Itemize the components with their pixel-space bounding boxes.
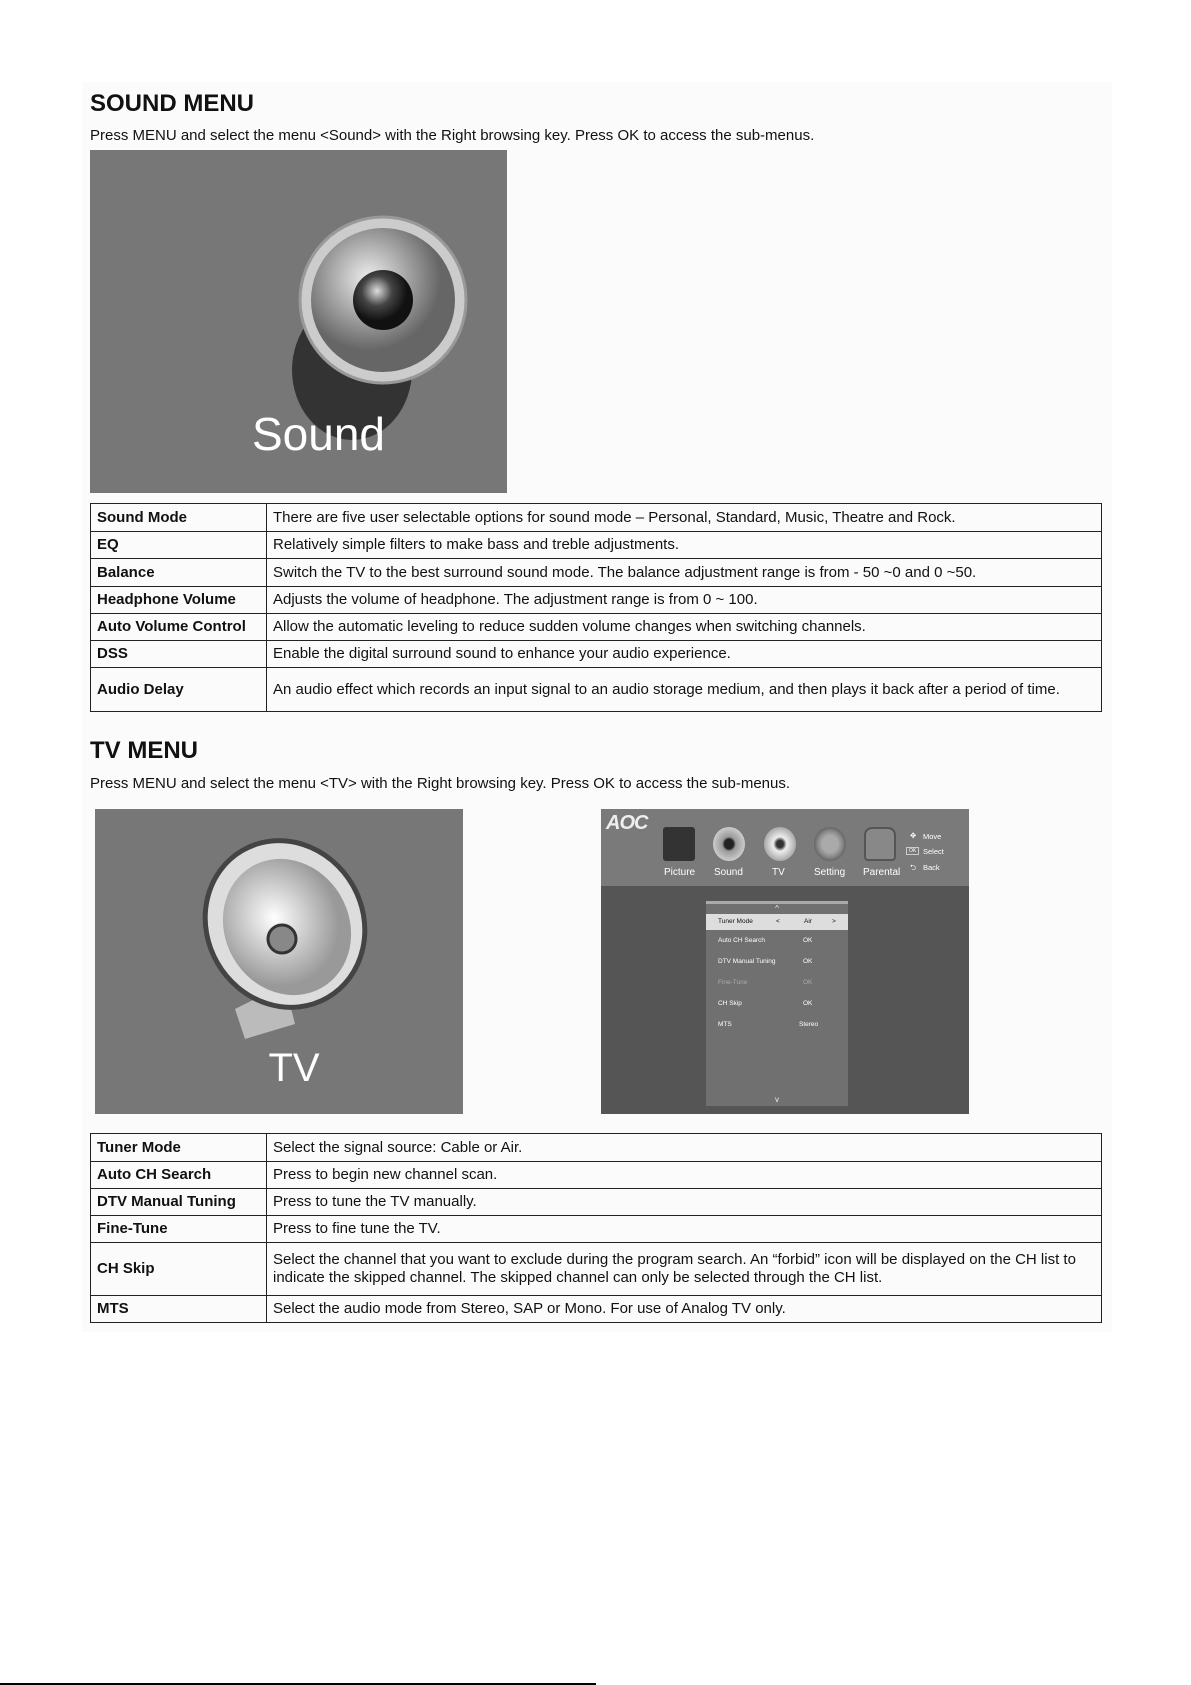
sound-menu-table — [90, 503, 1102, 712]
scroll-down-icon[interactable]: v — [775, 1095, 779, 1104]
tv-antenna-icon — [764, 827, 796, 861]
row-key: Fine-Tune — [91, 1216, 267, 1243]
row-key: Tuner Mode — [91, 1134, 267, 1162]
ok-key-icon: OK — [906, 847, 919, 855]
osd-top-bar — [601, 809, 969, 886]
row-desc: Switch the TV to the best surround sound mode. The balance adjustment range is from - 50 ~0 and 0 ~50. — [267, 559, 1102, 587]
item-value: OK — [803, 958, 813, 965]
tv-menu-table — [90, 1133, 1102, 1323]
sound-menu-intro: Press MENU and select the menu <Sound> with the Right browsing key. Press OK to access the sub-menus. — [90, 127, 815, 144]
table-row — [91, 614, 1102, 641]
table-row — [91, 532, 1102, 559]
move-icon: ✥ — [910, 831, 917, 840]
table-row — [91, 587, 1102, 614]
table-row — [91, 504, 1102, 532]
row-key: MTS — [91, 1296, 267, 1323]
row-key: Sound Mode — [91, 504, 267, 532]
scroll-up-icon[interactable]: ^ — [775, 904, 779, 913]
picture-clapper-icon — [663, 827, 695, 861]
table-row — [91, 1134, 1102, 1162]
item-label: Tuner Mode — [718, 918, 753, 925]
item-label: DTV Manual Tuning — [718, 958, 776, 965]
row-key: Headphone Volume — [91, 587, 267, 614]
item-label: MTS — [718, 1021, 732, 1028]
item-value: OK — [803, 979, 813, 986]
osd-item-auto-ch-search[interactable] — [706, 933, 848, 949]
osd-menu-picture[interactable]: Picture — [664, 867, 696, 878]
row-key: DTV Manual Tuning — [91, 1189, 267, 1216]
osd-item-mts[interactable] — [706, 1017, 848, 1033]
hint-select: Select — [923, 847, 944, 856]
tv-menu-image — [95, 809, 463, 1114]
table-row — [91, 1243, 1102, 1296]
back-icon: ⮌ — [910, 863, 917, 872]
tv-antenna-icon — [95, 809, 463, 1049]
osd-item-dtv-manual-tuning[interactable] — [706, 954, 848, 970]
sound-menu-image — [90, 150, 507, 493]
sound-menu-title: SOUND MENU — [90, 90, 255, 117]
osd-menu-parental[interactable]: Parental — [863, 867, 901, 878]
row-desc: Select the signal source: Cable or Air. — [267, 1134, 1102, 1162]
sound-caption: Sound — [251, 408, 385, 460]
item-value: Stereo — [799, 1021, 819, 1028]
hint-back: Back — [923, 863, 940, 872]
table-row — [91, 559, 1102, 587]
row-desc: Select the audio mode from Stereo, SAP or Mono. For use of Analog TV only. — [267, 1296, 1102, 1323]
item-label: CH Skip — [718, 1000, 742, 1007]
row-key: CH Skip — [91, 1243, 267, 1296]
setting-gear-icon — [814, 827, 846, 861]
row-key: DSS — [91, 641, 267, 668]
row-desc: Select the channel that you want to exclude during the program search. An “forbid” icon will be displayed on the CH list to indicate the skipped channel. The skipped channel can only be selected through the CH list. — [267, 1243, 1102, 1296]
osd-menu-sound[interactable]: Sound — [714, 867, 743, 878]
speaker-icon — [90, 150, 507, 450]
tv-menu-title: TV MENU — [90, 737, 198, 764]
row-desc: Enable the digital surround sound to enhance your audio experience. — [267, 641, 1102, 668]
parental-lock-icon — [864, 827, 896, 861]
osd-menu-setting[interactable]: Setting — [814, 867, 846, 878]
hint-move: Move — [923, 832, 942, 841]
chevron-left-icon[interactable]: < — [776, 918, 780, 925]
aoc-logo: AOC — [606, 812, 648, 834]
row-key: Balance — [91, 559, 267, 587]
row-desc: Press to fine tune the TV. — [267, 1216, 1102, 1243]
table-row — [91, 668, 1102, 712]
row-desc: Relatively simple filters to make bass and treble adjustments. — [267, 532, 1102, 559]
osd-menu-tv[interactable]: TV — [772, 867, 785, 878]
tv-caption: TV — [268, 1046, 320, 1090]
osd-tv-submenu — [706, 901, 848, 1106]
sound-speaker-icon — [713, 827, 745, 861]
tv-osd-screenshot — [601, 809, 969, 1114]
tv-menu-intro: Press MENU and select the menu <TV> with the Right browsing key. Press OK to access the sub-menus. — [90, 775, 791, 792]
row-key: Auto Volume Control — [91, 614, 267, 641]
row-key: Audio Delay — [91, 668, 267, 712]
osd-item-fine-tune[interactable] — [706, 975, 848, 991]
item-value: OK — [803, 937, 813, 944]
table-row — [91, 1162, 1102, 1189]
row-key: EQ — [91, 532, 267, 559]
row-desc: Allow the automatic leveling to reduce sudden volume changes when switching channels. — [267, 614, 1102, 641]
row-desc: There are five user selectable options for sound mode – Personal, Standard, Music, Theatre and Rock. — [267, 504, 1102, 532]
osd-item-ch-skip[interactable] — [706, 996, 848, 1012]
item-label: Fine-Tune — [718, 979, 748, 986]
row-desc: Adjusts the volume of headphone. The adjustment range is from 0 ~ 100. — [267, 587, 1102, 614]
row-desc: Press to begin new channel scan. — [267, 1162, 1102, 1189]
table-row — [91, 1189, 1102, 1216]
table-row — [91, 641, 1102, 668]
table-row — [91, 1216, 1102, 1243]
row-key: Auto CH Search — [91, 1162, 267, 1189]
row-desc: Press to tune the TV manually. — [267, 1189, 1102, 1216]
osd-item-tuner-mode[interactable] — [706, 914, 848, 930]
item-value: OK — [803, 1000, 813, 1007]
item-value: Air — [804, 918, 812, 925]
row-desc: An audio effect which records an input signal to an audio storage medium, and then plays it back after a period of time. — [267, 668, 1102, 712]
table-row — [91, 1296, 1102, 1323]
chevron-right-icon[interactable]: > — [832, 918, 836, 925]
item-label: Auto CH Search — [718, 937, 765, 944]
